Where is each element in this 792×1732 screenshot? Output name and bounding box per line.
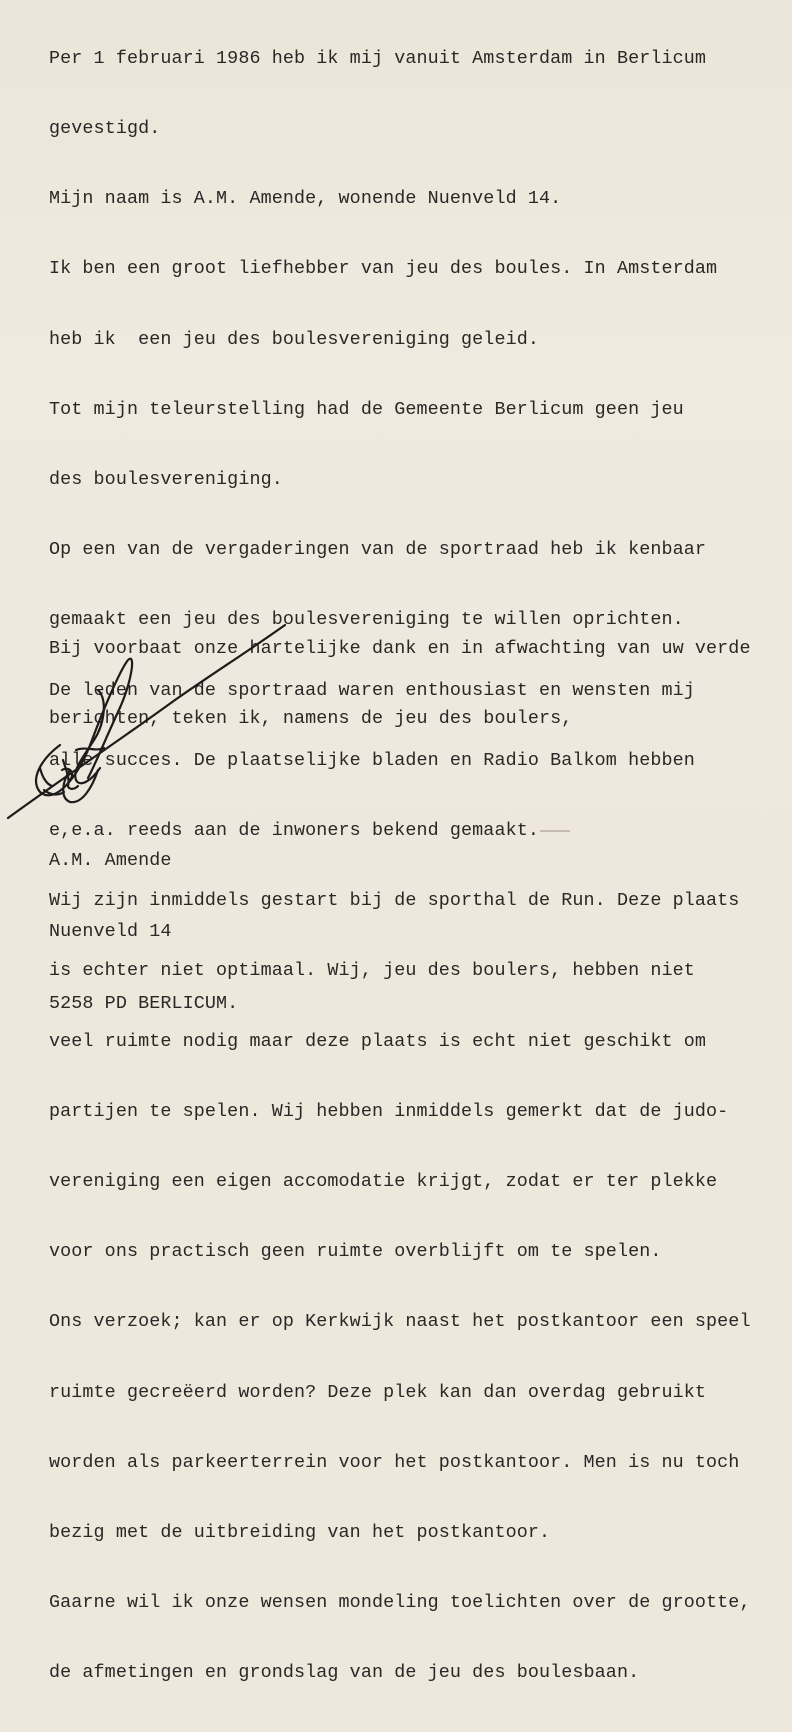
body-line: heb ik een jeu des boulesvereniging geleid. xyxy=(49,328,539,350)
body-line: Mijn naam is A.M. Amende, wonende Nuenveld 14. xyxy=(49,188,562,210)
body-line: de afmetingen en grondslag van de jeu des boulesbaan. xyxy=(49,1662,640,1684)
body-line: ruimte gecreëerd worden? Deze plek kan dan overdag gebruikt xyxy=(49,1381,707,1403)
body-line: veel ruimte nodig maar deze plaats is echt niet geschikt om xyxy=(49,1030,707,1052)
body-line: e,e.a. reeds aan de inwoners bekend gemaakt. xyxy=(49,820,539,842)
body-line: Per 1 februari 1986 heb ik mij vanuit Amsterdam in Berlicum xyxy=(49,47,707,69)
sender-city: 5258 PD BERLICUM. xyxy=(49,992,239,1014)
body-line: Gaarne wil ik onze wensen mondeling toelichten over de grootte, xyxy=(49,1592,751,1614)
body-line: vereniging een eigen accomodatie krijgt, zodat er ter plekke xyxy=(49,1171,718,1193)
body-line: Tot mijn teleurstelling had de Gemeente Berlicum geen jeu xyxy=(49,398,684,420)
closing-line: berichten, teken ik, namens de jeu des boulers, xyxy=(49,708,573,730)
body-line: voor ons practisch geen ruimte overblijft om te spelen. xyxy=(49,1241,662,1263)
body-line: Wij zijn inmiddels gestart bij de sporthal de Run. Deze plaats xyxy=(49,890,740,912)
body-line: De leden van de sportraad waren enthousiast en wensten mij xyxy=(49,679,695,701)
sender-street: Nuenveld 14 xyxy=(49,921,172,943)
body-line: is echter niet optimaal. Wij, jeu des boulers, hebben niet xyxy=(49,960,695,982)
sender-address xyxy=(49,801,238,1063)
body-line: gemaakt een jeu des boulesvereniging te willen oprichten. xyxy=(49,609,684,631)
body-line: Ik ben een groot liefhebber van jeu des boules. In Amsterdam xyxy=(49,258,718,280)
sender-name: A.M. Amende xyxy=(49,850,172,871)
body-line: des boulesvereniging. xyxy=(49,469,283,491)
handwritten-signature xyxy=(0,620,300,820)
body-line: alle succes. De plaatselijke bladen en Radio Balkom hebben xyxy=(49,749,695,771)
body-line: Ons verzoek; kan er op Kerkwijk naast het postkantoor een speel xyxy=(49,1311,751,1333)
body-line: gevestigd. xyxy=(49,118,161,140)
body-line: partijen te spelen. Wij hebben inmiddels gemerkt dat de judo- xyxy=(49,1100,729,1122)
body-line: Op een van de vergaderingen van de sportraad heb ik kenbaar xyxy=(49,539,707,561)
paper-mark xyxy=(540,830,570,832)
closing-line: Bij voorbaat onze hartelijke dank en in afwachting van uw verde xyxy=(49,637,751,659)
body-line: worden als parkeerterrein voor het postkantoor. Men is nu toch xyxy=(49,1451,740,1473)
body-line: bezig met de uitbreiding van het postkantoor. xyxy=(49,1522,551,1544)
